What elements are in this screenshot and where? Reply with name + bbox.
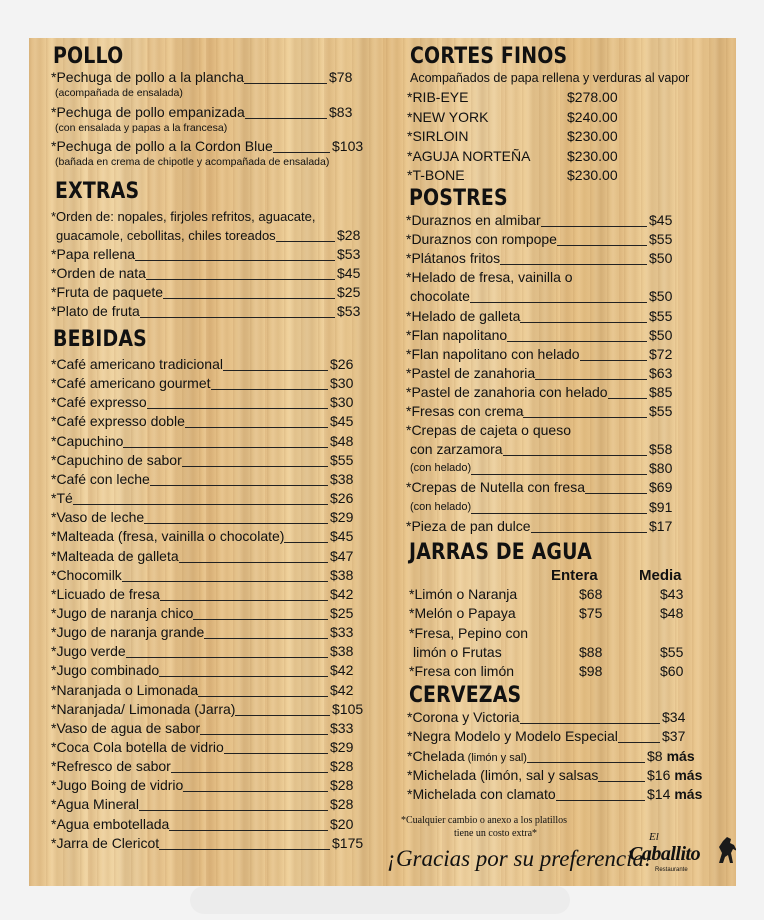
bottom-shadow <box>190 886 570 914</box>
menu-item-price: $230.00 <box>567 128 618 144</box>
menu-item-price: $30 <box>330 394 354 411</box>
leader-line <box>470 302 647 303</box>
menu-item-price <box>647 748 695 765</box>
price-value: $16 <box>647 766 671 783</box>
leader-line <box>535 379 647 380</box>
leader-line <box>527 762 645 763</box>
leader-line <box>73 504 328 505</box>
price-value: $14 <box>647 786 671 803</box>
menu-item: *Vaso de leche <box>51 509 145 526</box>
menu-item-price-media: $48 <box>660 605 684 622</box>
logo-name: Caballito <box>629 843 701 865</box>
menu-item: *Café americano tradicional <box>51 356 223 372</box>
menu-item-price: $45 <box>337 265 361 281</box>
menu-item-note: (con ensalada y papas a la francesa) <box>55 122 228 134</box>
menu-item: *RIB-EYE <box>407 89 469 105</box>
menu-item-price: $48 <box>330 432 354 449</box>
menu-item: *Refresco de sabor <box>51 758 171 775</box>
menu-item: *Pastel de zanahoria con helado <box>406 383 608 400</box>
logo-sub: Restaurante <box>655 867 688 873</box>
menu-item: chocolate <box>410 288 470 305</box>
menu-item: guacamole, cebollitas, chiles toreados <box>56 228 276 243</box>
menu-item: *Flan napolitano con helado <box>406 345 580 362</box>
leader-line <box>193 619 328 620</box>
menu-item-price-entera: $75 <box>579 605 603 622</box>
section-title-pollo: POLLO <box>53 44 124 69</box>
section-title-jarras: JARRAS DE AGUA <box>409 540 592 565</box>
leader-line <box>139 810 328 811</box>
menu-item-price: $103 <box>332 138 364 154</box>
menu-item-price: $25 <box>337 284 361 300</box>
leader-line <box>224 753 328 754</box>
menu-item: *Jugo de naranja grande <box>51 624 205 641</box>
menu-item <box>407 709 520 726</box>
logo-el: El <box>649 831 659 843</box>
menu-item-price: $25 <box>330 604 354 621</box>
menu-item: *Crepas de Nutella con fresa <box>406 479 585 496</box>
menu-item: con zarzamora <box>410 441 503 458</box>
leader-line <box>198 696 328 697</box>
menu-item: (con helado) <box>410 500 472 513</box>
leader-line <box>182 466 328 467</box>
menu-item-price: $42 <box>330 585 354 602</box>
leader-line <box>150 485 328 486</box>
menu-item-price: $42 <box>330 681 354 698</box>
leader-line <box>500 264 647 265</box>
menu-item: *Fresa con limón <box>409 663 515 680</box>
leader-line <box>169 830 328 831</box>
menu-item: *Duraznos con rompope <box>406 231 557 248</box>
leader-line <box>159 849 330 850</box>
menu-item-extra: (limón y sal) <box>464 751 527 764</box>
leader-line <box>144 523 328 524</box>
leader-line <box>159 676 328 677</box>
leader-line <box>135 260 335 261</box>
menu-item-price: $63 <box>649 364 673 381</box>
menu-item: *Café americano gourmet <box>51 375 211 392</box>
price-value: $8 <box>647 747 663 764</box>
leader-line <box>471 513 647 514</box>
menu-item: *Jugo de naranja chico <box>51 604 194 621</box>
menu-item-price: $26 <box>330 490 354 507</box>
menu-item-price: $29 <box>330 739 354 755</box>
menu-item-price <box>662 728 685 745</box>
mas-label: más <box>666 747 695 764</box>
menu-item-price: $91 <box>649 498 673 515</box>
menu-item-price: $175 <box>332 834 364 851</box>
thanks-message: ¡Gracias por su preferencia! <box>387 846 652 871</box>
leader-line <box>520 322 647 323</box>
leader-line <box>185 427 328 428</box>
leader-line <box>471 474 647 475</box>
menu-item: *Limón o Naranja <box>409 586 518 602</box>
menu-item: *Fresas con crema <box>406 403 524 419</box>
menu-item: *Flan napolitano <box>406 326 508 343</box>
menu-item: *Jugo combinado <box>51 662 160 679</box>
menu-item: *Jugo Boing de vidrio <box>51 777 184 794</box>
leader-line <box>608 398 647 399</box>
menu-item-price: $47 <box>330 547 354 564</box>
menu-item-note: (acompañada de ensalada) <box>55 87 183 99</box>
menu-item: *Café con leche <box>51 470 150 487</box>
menu-item <box>407 728 618 745</box>
menu-item: *Pechuga de pollo a la Cordon Blue <box>51 138 273 154</box>
footer-note-line1: *Cualquier cambio o anexo a los platillos <box>401 815 568 826</box>
menu-item: *NEW YORK <box>407 108 489 125</box>
menu-item: *Café expresso doble <box>51 413 185 430</box>
menu-item: *Orden de nata <box>51 265 146 281</box>
menu-item: *Agua embotellada <box>51 815 170 832</box>
menu-item: *Crepas de cajeta o queso <box>406 422 571 439</box>
footer-note-line2: tiene un costo extra* <box>454 828 538 839</box>
menu-item-price: $69 <box>649 479 673 496</box>
menu-item: limón o Frutas <box>413 643 502 660</box>
menu-item-price-media: $60 <box>660 663 684 680</box>
mas-label: más <box>674 786 703 803</box>
leader-line <box>618 742 660 743</box>
menu-item: *AGUJA NORTEÑA <box>407 147 531 164</box>
menu-item-price: $28 <box>330 796 354 813</box>
menu-item: *Capuchino de sabor <box>51 451 182 468</box>
menu-item: *Pastel de zanahoria <box>406 364 536 381</box>
menu-item: *T-BONE <box>407 167 465 183</box>
menu-item-price-media: $55 <box>660 643 684 660</box>
menu-item-name: *Corona y Victoria <box>407 709 520 725</box>
leader-line <box>204 638 328 639</box>
section-title-cortes: CORTES FINOS <box>410 44 568 69</box>
menu-item-price: $29 <box>330 509 354 526</box>
menu-item: *Helado de galleta <box>406 307 521 324</box>
menu-item: *Malteada (fresa, vainilla o chocolate) <box>51 528 285 545</box>
leader-line <box>126 657 328 658</box>
menu-item: *Orden de: nopales, firjoles refritos, aguacate, <box>51 209 316 224</box>
menu-item-price: $50 <box>649 288 673 305</box>
section-title-bebidas: BEBIDAS <box>53 327 147 352</box>
menu-item: *Té <box>51 490 73 507</box>
menu-item-price: $83 <box>329 104 353 120</box>
menu-item-price: $38 <box>330 566 354 583</box>
price-value: $37 <box>662 728 686 745</box>
menu-item-price: $230.00 <box>567 147 618 164</box>
menu-item-price: $55 <box>649 403 673 419</box>
menu-item: *Helado de fresa, vainilla o <box>406 269 573 286</box>
menu-item-price: $28 <box>337 227 361 243</box>
leader-line <box>245 118 327 119</box>
menu-item-price: $45 <box>649 212 673 228</box>
menu-item: *Duraznos en almibar <box>406 212 541 228</box>
menu-item-name: *Michelada con clamato <box>407 786 556 803</box>
column-header-media: Media <box>639 567 682 584</box>
leader-line <box>273 152 330 153</box>
menu-item: *Capuchino <box>51 432 124 449</box>
menu-item-price: $33 <box>330 719 354 736</box>
menu-item: *Melón o Papaya <box>409 605 516 622</box>
menu-item-price <box>647 767 702 784</box>
leader-line <box>211 389 328 390</box>
menu-item-name: *Negra Modelo y Modelo Especial <box>407 728 618 745</box>
menu-item-name: *Chelada <box>407 747 465 764</box>
menu-item: *Naranjada o Limonada <box>51 681 199 698</box>
mas-label: más <box>674 766 703 783</box>
menu-item-price: $17 <box>649 517 673 534</box>
leader-line <box>123 447 328 448</box>
menu-item-price: $38 <box>330 643 354 660</box>
menu-item: *Fresa, Pepino con <box>409 624 529 641</box>
leader-line <box>200 734 328 735</box>
section-title-postres: POSTRES <box>409 186 508 211</box>
menu-item: *Plátanos fritos <box>406 250 501 267</box>
leader-line <box>556 800 645 801</box>
leader-line <box>244 83 327 84</box>
menu-item-price: $58 <box>649 441 673 458</box>
menu-item-note: (bañada en crema de chipotle y acompañada de ensalada) <box>55 156 330 168</box>
menu-item <box>407 767 598 784</box>
leader-line <box>223 370 328 371</box>
menu-item-price: $33 <box>330 624 354 641</box>
menu-item: *Pechuga de pollo empanizada <box>51 104 245 120</box>
leader-line <box>183 791 328 792</box>
menu-item: *Vaso de agua de sabor <box>51 719 201 736</box>
menu-item-price: $278.00 <box>567 89 618 105</box>
menu-item-price <box>647 786 702 803</box>
menu-item-price-entera: $88 <box>579 643 603 660</box>
menu-item-price: $45 <box>330 413 354 430</box>
section-title-cervezas: CERVEZAS <box>409 683 522 708</box>
menu-item-price: $42 <box>330 662 354 679</box>
menu-item <box>407 786 556 803</box>
menu-item-price <box>662 709 685 726</box>
menu-item-price: $28 <box>330 758 354 775</box>
menu-item-price-entera: $98 <box>579 663 603 680</box>
menu-item-price: $38 <box>330 470 354 487</box>
leader-line <box>146 279 335 280</box>
menu-item: *Pieza de pan dulce <box>406 517 531 534</box>
menu-item-price-media: $43 <box>660 586 684 602</box>
menu-item <box>407 748 527 767</box>
menu-item: *Jugo verde <box>51 643 126 660</box>
leader-line <box>122 581 328 582</box>
leader-line <box>284 542 328 543</box>
menu-item-price: $28 <box>330 777 354 794</box>
leader-line <box>507 341 647 342</box>
leader-line <box>523 417 647 418</box>
menu-item-price: $50 <box>649 250 673 267</box>
menu-item-price: $55 <box>649 231 673 248</box>
menu-item-price: $230.00 <box>567 167 618 183</box>
menu-item: *Jarra de Clericot <box>51 834 160 851</box>
leader-line <box>160 600 328 601</box>
menu-item-price: $72 <box>649 345 673 362</box>
leader-line <box>163 298 335 299</box>
menu-item-price: $105 <box>332 700 364 717</box>
leader-line <box>235 715 330 716</box>
leader-line <box>147 408 328 409</box>
menu-item-price: $30 <box>330 375 354 392</box>
menu-item-name: *Michelada (limón, sal y salsas <box>407 766 599 783</box>
column-header-entera: Entera <box>551 567 598 584</box>
menu-item-price: $240.00 <box>567 108 618 125</box>
menu-item: *Licuado de fresa <box>51 585 160 602</box>
leader-line <box>598 781 645 782</box>
menu-item: *Papa rellena <box>51 246 136 262</box>
leader-line <box>503 455 647 456</box>
leader-line <box>276 241 335 242</box>
leader-line <box>140 317 335 318</box>
leader-line <box>585 493 647 494</box>
menu-item: *Café expresso <box>51 394 147 411</box>
menu-item: *Plato de fruta <box>51 303 140 319</box>
price-value: $34 <box>662 709 686 725</box>
menu-item-price-entera: $68 <box>579 586 603 602</box>
section-subtitle: Acompañados de papa rellena y verduras al vapor <box>410 71 690 85</box>
section-title-extras: EXTRAS <box>55 179 140 204</box>
leader-line <box>557 245 647 246</box>
leader-line <box>580 360 647 361</box>
menu-board <box>29 38 736 886</box>
leader-line <box>531 532 647 533</box>
menu-item: *Fruta de paquete <box>51 284 164 300</box>
menu-item-price: $55 <box>649 307 673 324</box>
menu-item-price: $45 <box>330 528 354 545</box>
menu-item-price: $53 <box>337 303 361 319</box>
menu-item-price: $50 <box>649 326 673 343</box>
menu-item: *Pechuga de pollo a la plancha <box>51 69 245 85</box>
menu-item: *Agua Mineral <box>51 796 139 813</box>
menu-item-price: $20 <box>330 815 354 832</box>
menu-item: *Chocomilk <box>51 566 122 583</box>
menu-item-price: $78 <box>329 69 353 85</box>
menu-item-price: $80 <box>649 460 673 477</box>
leader-line <box>171 772 328 773</box>
menu-item-price: $85 <box>649 383 673 400</box>
menu-item-price: $26 <box>330 356 354 372</box>
menu-item: *SIRLOIN <box>407 128 469 144</box>
leader-line <box>520 723 660 724</box>
leader-line <box>179 562 328 563</box>
menu-item: *Malteada de galleta <box>51 547 179 564</box>
restaurant-logo <box>629 833 736 877</box>
leader-line <box>541 226 647 227</box>
menu-item-price: $55 <box>330 451 354 468</box>
horse-icon <box>713 835 736 865</box>
menu-item: (con helado) <box>410 462 472 475</box>
menu-item: *Coca Cola botella de vidrio <box>51 739 224 755</box>
menu-item: *Naranjada/ Limonada (Jarra) <box>51 700 236 717</box>
menu-item-price: $53 <box>337 246 361 262</box>
